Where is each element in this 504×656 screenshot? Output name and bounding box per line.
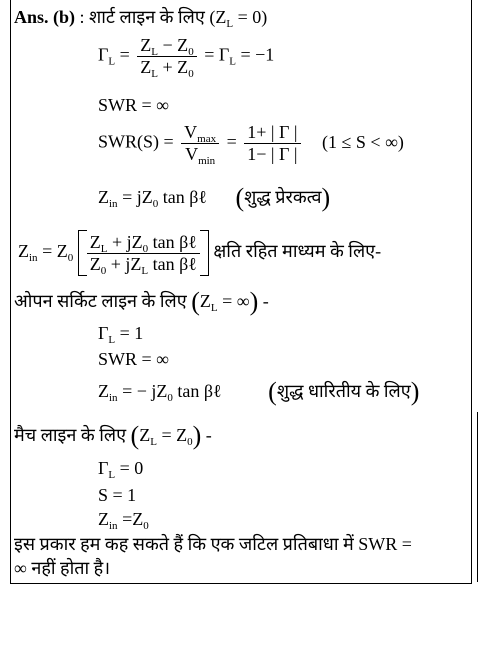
reflection-coefficient-short: $\Gamma_L$ = $\frac{Z_L - Z_0}{Z_L + Z_0}$ = $\Gamma_L = -1$ — [98, 35, 275, 80]
answer-heading: Ans. (b) : शार्ट लाइन के लिए $(Z_L = 0)$ — [14, 7, 268, 30]
input-impedance-general: $Z_{in} = Z_0$ $\frac{Z_L + jZ_0 \tan \beta\ell}{Z_0 + jZ_L \tan \beta\ell}$ क्षति रहित माध्यम के लिए- — [18, 231, 382, 277]
input-impedance-short: $Z_{in} = jZ_0$ tan βℓ (शुद्ध प्रेरकत्व) — [98, 183, 331, 212]
lossless-note: क्षति रहित माध्यम के लिए- — [213, 241, 382, 262]
conclusion-line-1: इस प्रकार हम कह सकते हैं कि एक जटिल प्रतिबाधा में SWR = — [14, 534, 412, 554]
inductive-note: शुद्ध प्रेरकत्व — [244, 187, 322, 207]
reflection-coefficient-open: $\Gamma_L = 1$ — [98, 323, 144, 346]
right-edge-line — [477, 412, 478, 582]
fraction: $\frac{Z_L - Z_0}{Z_L + Z_0}$ — [137, 35, 196, 78]
swr-open: SWR = ∞ — [98, 349, 169, 369]
swr-short: SWR = ∞ — [98, 95, 169, 115]
conclusion-line-2: ∞ नहीं होता है। — [14, 558, 111, 578]
swr-match: S = 1 — [98, 485, 137, 505]
swr-definition: SWR(S) = $\frac{V_{max}}{V_{min}}$ = $\frac{1+ | \Gamma |}{1- | \Gamma |}$ (1 ≤ S < ∞) — [98, 122, 404, 167]
matched-line-heading: मैच लाइन के लिए $(Z_L = Z_0)$ - — [14, 421, 212, 450]
input-impedance-match: $Z_{in} =Z_0$ — [98, 509, 149, 532]
open-circuit-heading: ओपन सर्किट लाइन के लिए ($Z_L$ = ∞) - — [14, 287, 269, 316]
answer-label: Ans. (b) — [14, 7, 76, 27]
reflection-coefficient-match: $\Gamma_L = 0$ — [98, 458, 144, 481]
capacitive-note: शुद्ध धारितीय के लिए — [276, 381, 411, 401]
input-impedance-open: $Z_{in}$ = − $jZ_0$ tan βℓ (शुद्ध धारितीय के लिए) — [98, 377, 420, 406]
